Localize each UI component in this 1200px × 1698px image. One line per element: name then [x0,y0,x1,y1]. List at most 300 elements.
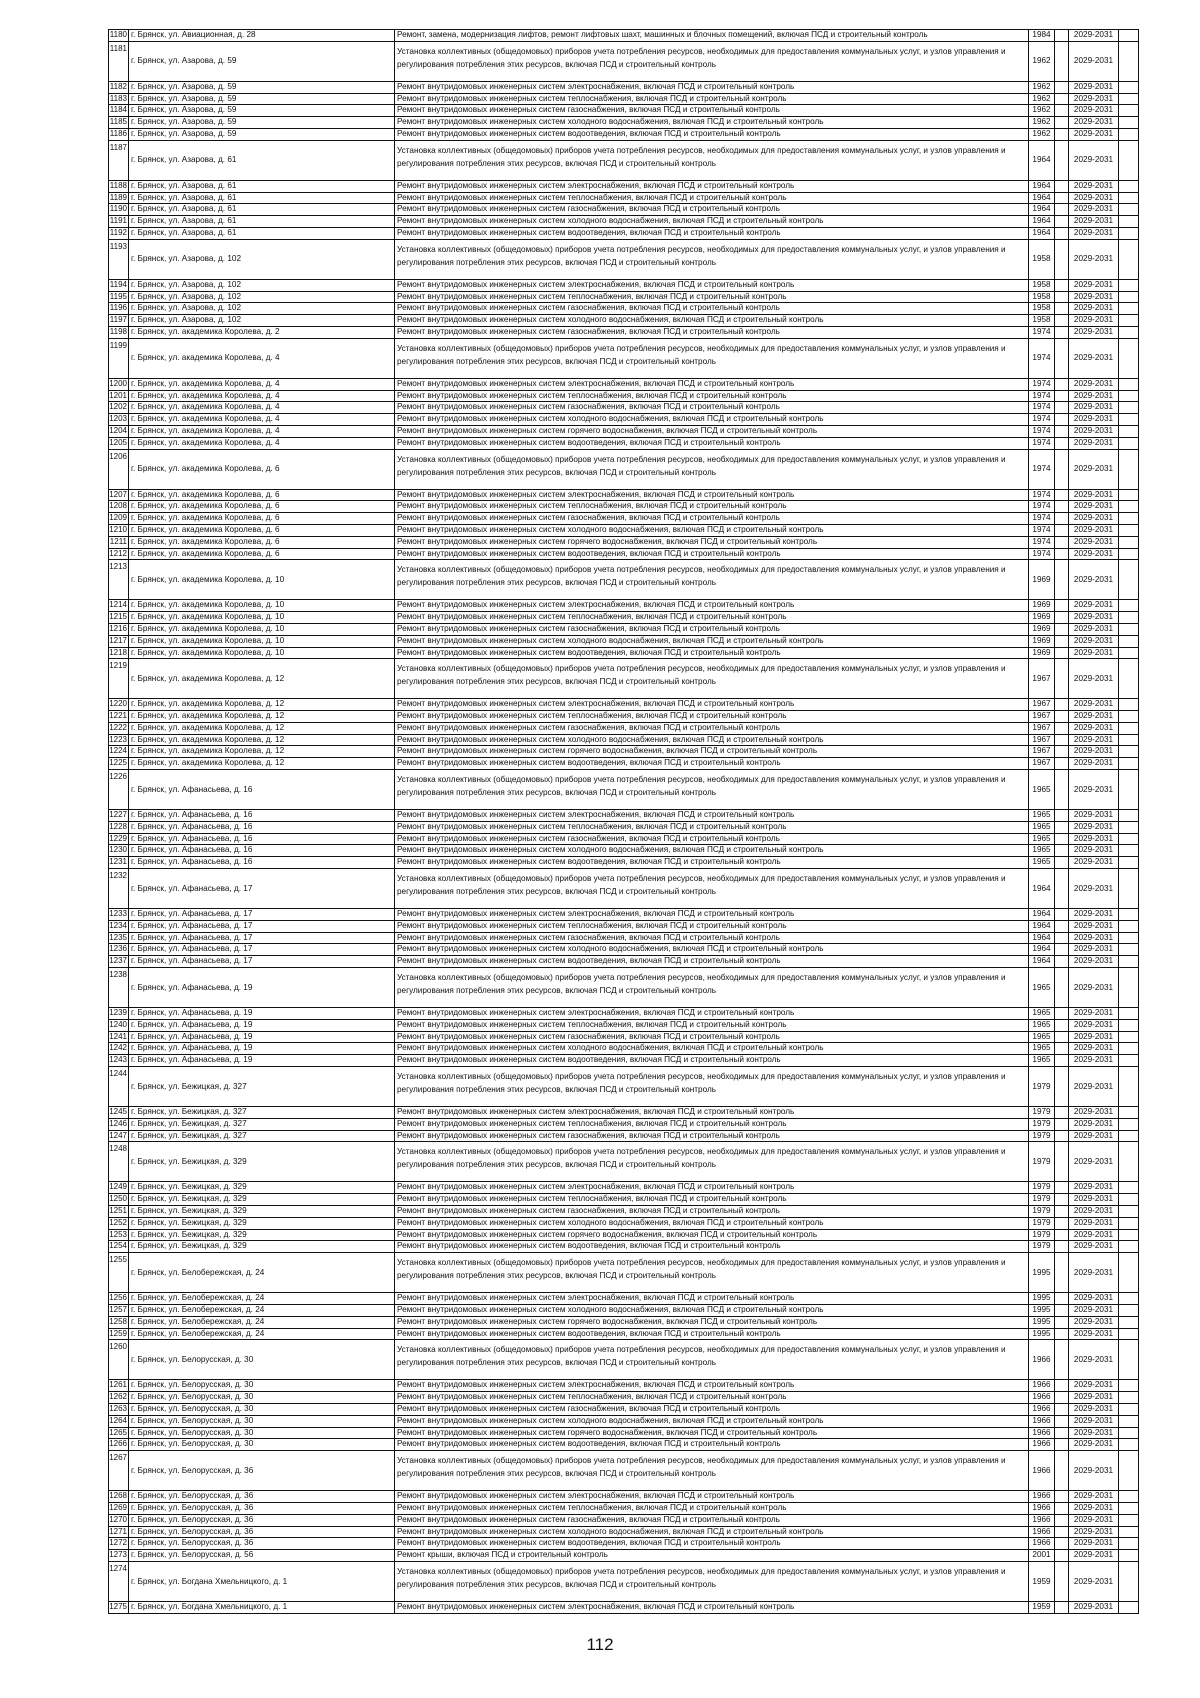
work-type-cell: Ремонт внутридомовых инженерных систем холодного водоснабжения, включая ПСД и строительный контроль [395,1526,1029,1538]
row-number-cell: 1264 [109,1415,129,1427]
tail-cell [1119,326,1139,338]
empty-cell [1055,1253,1069,1293]
work-type-cell: Ремонт внутридомовых инженерных систем водоотведения, включая ПСД и строительный контроль [395,128,1029,140]
tail-cell [1119,105,1139,117]
tail-cell [1119,1293,1139,1305]
empty-cell [1055,770,1069,810]
address-cell: г. Брянск, ул. Азарова, д. 61 [129,192,395,204]
row-number-cell: 1196 [109,303,129,315]
period-cell: 2029-2031 [1069,1340,1119,1380]
period-cell: 2029-2031 [1069,1130,1119,1142]
address-cell: г. Брянск, ул. Азарова, д. 61 [129,227,395,239]
address-cell: г. Брянск, ул. Афанасьева, д. 16 [129,833,395,845]
period-cell: 2029-2031 [1069,1439,1119,1451]
empty-cell [1055,944,1069,956]
empty-cell [1055,1439,1069,1451]
tail-cell [1119,1392,1139,1404]
row-number-cell: 1188 [109,180,129,192]
tail-cell [1119,378,1139,390]
year-cell: 1965 [1029,1031,1055,1043]
period-cell: 2029-2031 [1069,722,1119,734]
address-cell: г. Брянск, ул. Белорусская, д. 36 [129,1491,395,1503]
tail-cell [1119,192,1139,204]
row-number-cell: 1242 [109,1043,129,1055]
work-type-cell: Ремонт внутридомовых инженерных систем холодного водоснабжения, включая ПСД и строительный контроль [395,1043,1029,1055]
address-cell: г. Брянск, ул. академика Королева, д. 6 [129,536,395,548]
work-type-cell: Ремонт внутридомовых инженерных систем электроснабжения, включая ПСД и строительный контроль [395,909,1029,921]
work-type-cell: Ремонт внутридомовых инженерных систем газоснабжения, включая ПСД и строительный контроль [395,513,1029,525]
year-cell: 1979 [1029,1217,1055,1229]
period-cell: 2029-2031 [1069,1305,1119,1317]
period-cell: 2029-2031 [1069,180,1119,192]
row-number-cell: 1200 [109,378,129,390]
empty-cell [1055,338,1069,378]
empty-cell [1055,449,1069,489]
empty-cell [1055,180,1069,192]
work-type-cell: Ремонт внутридомовых инженерных систем холодного водоснабжения, включая ПСД и строительный контроль [395,635,1029,647]
table-row [109,1439,1139,1451]
table-row [109,1403,1139,1415]
work-type-cell: Ремонт внутридомовых инженерных систем теплоснабжения, включая ПСД и строительный контроль [395,93,1029,105]
year-cell: 1974 [1029,414,1055,426]
year-cell: 1974 [1029,437,1055,449]
row-number-cell: 1265 [109,1427,129,1439]
tail-cell [1119,1316,1139,1328]
table-row [109,1130,1139,1142]
row-number-cell: 1208 [109,501,129,513]
table-row [109,1194,1139,1206]
table-row [109,501,1139,513]
tail-cell [1119,1118,1139,1130]
row-number-cell: 1212 [109,548,129,560]
year-cell: 1967 [1029,758,1055,770]
address-cell: г. Брянск, ул. Белорусская, д. 30 [129,1340,395,1380]
period-cell: 2029-2031 [1069,869,1119,909]
address-cell: г. Брянск, ул. Афанасьева, д. 17 [129,869,395,909]
address-cell: г. Брянск, ул. Азарова, д. 59 [129,117,395,129]
tail-cell [1119,1380,1139,1392]
table-row [109,128,1139,140]
table-row [109,1538,1139,1550]
work-type-cell: Ремонт внутридомовых инженерных систем электроснабжения, включая ПСД и строительный контроль [395,489,1029,501]
address-cell: г. Брянск, ул. Азарова, д. 61 [129,140,395,180]
table-row [109,180,1139,192]
table-row [109,711,1139,723]
year-cell: 1979 [1029,1194,1055,1206]
period-cell: 2029-2031 [1069,821,1119,833]
row-number-cell: 1252 [109,1217,129,1229]
period-cell: 2029-2031 [1069,810,1119,822]
tail-cell [1119,1182,1139,1194]
table-row [109,1561,1139,1601]
year-cell: 1958 [1029,291,1055,303]
table-row [109,117,1139,129]
tail-cell [1119,1526,1139,1538]
year-cell: 1995 [1029,1305,1055,1317]
work-type-cell: Ремонт внутридомовых инженерных систем газоснабжения, включая ПСД и строительный контроль [395,1206,1029,1218]
period-cell: 2029-2031 [1069,239,1119,279]
empty-cell [1055,378,1069,390]
year-cell: 1979 [1029,1067,1055,1107]
work-type-cell: Установка коллективных (общедомовых) приборов учета потребления ресурсов, необходимых для предоставления коммунальных услуг, и узлов управления и регулирования потребления этих ресурсов, включая ПСД и строительный контроль [395,869,1029,909]
year-cell: 1984 [1029,30,1055,42]
period-cell: 2029-2031 [1069,600,1119,612]
period-cell: 2029-2031 [1069,30,1119,42]
row-number-cell: 1187 [109,140,129,180]
table-row [109,390,1139,402]
period-cell: 2029-2031 [1069,303,1119,315]
address-cell: г. Брянск, ул. Афанасьева, д. 16 [129,810,395,822]
period-cell: 2029-2031 [1069,105,1119,117]
work-type-cell: Ремонт внутридомовых инженерных систем электроснабжения, включая ПСД и строительный контроль [395,378,1029,390]
period-cell: 2029-2031 [1069,425,1119,437]
period-cell: 2029-2031 [1069,291,1119,303]
empty-cell [1055,1031,1069,1043]
tail-cell [1119,536,1139,548]
empty-cell [1055,659,1069,699]
empty-cell [1055,647,1069,659]
row-number-cell: 1259 [109,1328,129,1340]
year-cell: 1966 [1029,1415,1055,1427]
table-row [109,659,1139,699]
period-cell: 2029-2031 [1069,536,1119,548]
year-cell: 1974 [1029,548,1055,560]
year-cell: 1966 [1029,1526,1055,1538]
row-number-cell: 1199 [109,338,129,378]
period-cell: 2029-2031 [1069,315,1119,327]
row-number-cell: 1270 [109,1514,129,1526]
table-row [109,1182,1139,1194]
period-cell: 2029-2031 [1069,192,1119,204]
address-cell: г. Брянск, ул. Афанасьева, д. 17 [129,932,395,944]
row-number-cell: 1183 [109,93,129,105]
period-cell: 2029-2031 [1069,1328,1119,1340]
period-cell: 2029-2031 [1069,128,1119,140]
tail-cell [1119,291,1139,303]
year-cell: 1974 [1029,501,1055,513]
row-number-cell: 1235 [109,932,129,944]
period-cell: 2029-2031 [1069,489,1119,501]
empty-cell [1055,1293,1069,1305]
empty-cell [1055,1514,1069,1526]
row-number-cell: 1255 [109,1253,129,1293]
period-cell: 2029-2031 [1069,1502,1119,1514]
year-cell: 1966 [1029,1439,1055,1451]
table-row [109,41,1139,81]
tail-cell [1119,612,1139,624]
address-cell: г. Брянск, ул. Белорусская, д. 36 [129,1538,395,1550]
period-cell: 2029-2031 [1069,402,1119,414]
work-type-cell: Ремонт внутридомовых инженерных систем газоснабжения, включая ПСД и строительный контроль [395,105,1029,117]
table-row [109,1502,1139,1514]
table-row [109,1043,1139,1055]
table-row [109,869,1139,909]
empty-cell [1055,623,1069,635]
period-cell: 2029-2031 [1069,378,1119,390]
row-number-cell: 1186 [109,128,129,140]
table-row [109,204,1139,216]
year-cell: 1964 [1029,932,1055,944]
year-cell: 1967 [1029,722,1055,734]
table-row [109,449,1139,489]
tail-cell [1119,1514,1139,1526]
address-cell: г. Брянск, ул. Афанасьева, д. 17 [129,944,395,956]
work-type-cell: Ремонт внутридомовых инженерных систем газоснабжения, включая ПСД и строительный контроль [395,623,1029,635]
empty-cell [1055,489,1069,501]
empty-cell [1055,920,1069,932]
empty-cell [1055,536,1069,548]
table-row [109,414,1139,426]
tail-cell [1119,968,1139,1008]
table-row [109,140,1139,180]
empty-cell [1055,1217,1069,1229]
row-number-cell: 1198 [109,326,129,338]
row-number-cell: 1245 [109,1107,129,1119]
period-cell: 2029-2031 [1069,1008,1119,1020]
address-cell: г. Брянск, ул. Азарова, д. 102 [129,303,395,315]
work-type-cell: Ремонт внутридомовых инженерных систем холодного водоснабжения, включая ПСД и строительный контроль [395,414,1029,426]
row-number-cell: 1220 [109,699,129,711]
row-number-cell: 1236 [109,944,129,956]
empty-cell [1055,1206,1069,1218]
table-row [109,623,1139,635]
row-number-cell: 1211 [109,536,129,548]
year-cell: 1966 [1029,1491,1055,1503]
period-cell: 2029-2031 [1069,560,1119,600]
year-cell: 1966 [1029,1403,1055,1415]
year-cell: 1962 [1029,81,1055,93]
address-cell: г. Брянск, ул. академика Королева, д. 6 [129,449,395,489]
period-cell: 2029-2031 [1069,390,1119,402]
tail-cell [1119,1538,1139,1550]
period-cell: 2029-2031 [1069,117,1119,129]
address-cell: г. Брянск, ул. Белорусская, д. 30 [129,1380,395,1392]
work-type-cell: Ремонт внутридомовых инженерных систем холодного водоснабжения, включая ПСД и строительный контроль [395,734,1029,746]
year-cell: 1966 [1029,1538,1055,1550]
empty-cell [1055,1403,1069,1415]
address-cell: г. Брянск, ул. академика Королева, д. 10 [129,560,395,600]
work-type-cell: Ремонт, замена, модернизация лифтов, ремонт лифтовых шахт, машинных и блочных помещений, включая ПСД и строительный контроль [395,30,1029,42]
year-cell: 1966 [1029,1427,1055,1439]
period-cell: 2029-2031 [1069,857,1119,869]
empty-cell [1055,326,1069,338]
period-cell: 2029-2031 [1069,758,1119,770]
empty-cell [1055,932,1069,944]
year-cell: 1965 [1029,833,1055,845]
year-cell: 1965 [1029,821,1055,833]
table-row [109,758,1139,770]
year-cell: 1967 [1029,746,1055,758]
table-row [109,1142,1139,1182]
row-number-cell: 1258 [109,1316,129,1328]
table-row [109,635,1139,647]
table-row [109,1427,1139,1439]
empty-cell [1055,192,1069,204]
empty-cell [1055,1118,1069,1130]
row-number-cell: 1222 [109,722,129,734]
tail-cell [1119,857,1139,869]
table-row [109,279,1139,291]
row-number-cell: 1269 [109,1502,129,1514]
period-cell: 2029-2031 [1069,1380,1119,1392]
tail-cell [1119,204,1139,216]
tail-cell [1119,180,1139,192]
period-cell: 2029-2031 [1069,711,1119,723]
address-cell: г. Брянск, ул. академика Королева, д. 4 [129,338,395,378]
period-cell: 2029-2031 [1069,1206,1119,1218]
tail-cell [1119,833,1139,845]
work-type-cell: Установка коллективных (общедомовых) приборов учета потребления ресурсов, необходимых для предоставления коммунальных услуг, и узлов управления и регулирования потребления этих ресурсов, включая ПСД и строительный контроль [395,1561,1029,1601]
table-row [109,920,1139,932]
empty-cell [1055,758,1069,770]
year-cell: 1974 [1029,326,1055,338]
empty-cell [1055,437,1069,449]
table-row [109,1550,1139,1562]
work-type-cell: Установка коллективных (общедомовых) приборов учета потребления ресурсов, необходимых для предоставления коммунальных услуг, и узлов управления и регулирования потребления этих ресурсов, включая ПСД и строительный контроль [395,560,1029,600]
tail-cell [1119,303,1139,315]
table-row [109,699,1139,711]
work-type-cell: Ремонт внутридомовых инженерных систем холодного водоснабжения, включая ПСД и строительный контроль [395,216,1029,228]
year-cell: 1964 [1029,140,1055,180]
tail-cell [1119,758,1139,770]
period-cell: 2029-2031 [1069,1194,1119,1206]
row-number-cell: 1197 [109,315,129,327]
table-row [109,1118,1139,1130]
empty-cell [1055,303,1069,315]
address-cell: г. Брянск, ул. академика Королева, д. 2 [129,326,395,338]
work-type-cell: Ремонт внутридомовых инженерных систем холодного водоснабжения, включая ПСД и строительный контроль [395,845,1029,857]
row-number-cell: 1181 [109,41,129,81]
empty-cell [1055,1340,1069,1380]
table-row [109,810,1139,822]
address-cell: г. Брянск, ул. Белорусская, д. 30 [129,1392,395,1404]
row-number-cell: 1241 [109,1031,129,1043]
work-type-cell: Ремонт внутридомовых инженерных систем теплоснабжения, включая ПСД и строительный контроль [395,920,1029,932]
tail-cell [1119,1253,1139,1293]
tail-cell [1119,117,1139,129]
row-number-cell: 1227 [109,810,129,822]
work-type-cell: Ремонт внутридомовых инженерных систем газоснабжения, включая ПСД и строительный контроль [395,833,1029,845]
year-cell: 1979 [1029,1142,1055,1182]
work-type-cell: Ремонт внутридомовых инженерных систем водоотведения, включая ПСД и строительный контроль [395,857,1029,869]
address-cell: г. Брянск, ул. Бежицкая, д. 329 [129,1206,395,1218]
empty-cell [1055,612,1069,624]
year-cell: 1965 [1029,810,1055,822]
tail-cell [1119,1403,1139,1415]
tail-cell [1119,770,1139,810]
tail-cell [1119,128,1139,140]
year-cell: 1995 [1029,1316,1055,1328]
address-cell: г. Брянск, ул. академика Королева, д. 6 [129,548,395,560]
row-number-cell: 1214 [109,600,129,612]
address-cell: г. Брянск, ул. Бежицкая, д. 329 [129,1217,395,1229]
year-cell: 1979 [1029,1130,1055,1142]
year-cell: 1966 [1029,1514,1055,1526]
year-cell: 1965 [1029,845,1055,857]
address-cell: г. Брянск, ул. Белорусская, д. 30 [129,1427,395,1439]
row-number-cell: 1207 [109,489,129,501]
row-number-cell: 1223 [109,734,129,746]
address-cell: г. Брянск, ул. Афанасьева, д. 16 [129,770,395,810]
row-number-cell: 1268 [109,1491,129,1503]
page-number: 112 [586,1635,614,1654]
tail-cell [1119,1142,1139,1182]
row-number-cell: 1274 [109,1561,129,1601]
work-type-cell: Ремонт внутридомовых инженерных систем теплоснабжения, включая ПСД и строительный контроль [395,1019,1029,1031]
work-type-cell: Ремонт внутридомовых инженерных систем электроснабжения, включая ПСД и строительный контроль [395,279,1029,291]
row-number-cell: 1243 [109,1055,129,1067]
year-cell: 1974 [1029,402,1055,414]
tail-cell [1119,425,1139,437]
row-number-cell: 1182 [109,81,129,93]
period-cell: 2029-2031 [1069,909,1119,921]
row-number-cell: 1267 [109,1451,129,1491]
address-cell: г. Брянск, ул. академика Королева, д. 10 [129,623,395,635]
address-cell: г. Брянск, ул. Авиационная, д. 28 [129,30,395,42]
address-cell: г. Брянск, ул. Бежицкая, д. 327 [129,1130,395,1142]
empty-cell [1055,746,1069,758]
tail-cell [1119,437,1139,449]
period-cell: 2029-2031 [1069,1403,1119,1415]
year-cell: 1974 [1029,378,1055,390]
empty-cell [1055,128,1069,140]
work-type-cell: Ремонт внутридомовых инженерных систем горячего водоснабжения, включая ПСД и строительный контроль [395,1427,1029,1439]
table-row [109,1217,1139,1229]
year-cell: 1962 [1029,117,1055,129]
period-cell: 2029-2031 [1069,501,1119,513]
year-cell: 1974 [1029,536,1055,548]
year-cell: 1965 [1029,1008,1055,1020]
period-cell: 2029-2031 [1069,1293,1119,1305]
address-cell: г. Брянск, ул. академика Королева, д. 12 [129,758,395,770]
period-cell: 2029-2031 [1069,1067,1119,1107]
period-cell: 2029-2031 [1069,734,1119,746]
table-row [109,1206,1139,1218]
table-row [109,944,1139,956]
empty-cell [1055,1142,1069,1182]
work-type-cell: Ремонт внутридомовых инженерных систем водоотведения, включая ПСД и строительный контроль [395,956,1029,968]
table-row [109,1328,1139,1340]
tail-cell [1119,338,1139,378]
empty-cell [1055,1194,1069,1206]
row-number-cell: 1218 [109,647,129,659]
address-cell: г. Брянск, ул. академика Королева, д. 12 [129,722,395,734]
work-type-cell: Ремонт внутридомовых инженерных систем газоснабжения, включая ПСД и строительный контроль [395,204,1029,216]
row-number-cell: 1224 [109,746,129,758]
year-cell: 1974 [1029,524,1055,536]
empty-cell [1055,600,1069,612]
work-type-cell: Ремонт внутридомовых инженерных систем электроснабжения, включая ПСД и строительный контроль [395,600,1029,612]
period-cell: 2029-2031 [1069,216,1119,228]
period-cell: 2029-2031 [1069,524,1119,536]
address-cell: г. Брянск, ул. Азарова, д. 59 [129,41,395,81]
row-number-cell: 1239 [109,1008,129,1020]
row-number-cell: 1261 [109,1380,129,1392]
address-cell: г. Брянск, ул. Афанасьева, д. 19 [129,1031,395,1043]
row-number-cell: 1226 [109,770,129,810]
table-row [109,1601,1139,1613]
address-cell: г. Брянск, ул. Бежицкая, д. 329 [129,1241,395,1253]
empty-cell [1055,1229,1069,1241]
address-cell: г. Брянск, ул. Афанасьева, д. 19 [129,1043,395,1055]
empty-cell [1055,425,1069,437]
work-type-cell: Ремонт внутридомовых инженерных систем водоотведения, включая ПСД и строительный контроль [395,1055,1029,1067]
tail-cell [1119,279,1139,291]
address-cell: г. Брянск, ул. Афанасьева, д. 19 [129,1008,395,1020]
table-row [109,81,1139,93]
year-cell: 1979 [1029,1206,1055,1218]
period-cell: 2029-2031 [1069,326,1119,338]
